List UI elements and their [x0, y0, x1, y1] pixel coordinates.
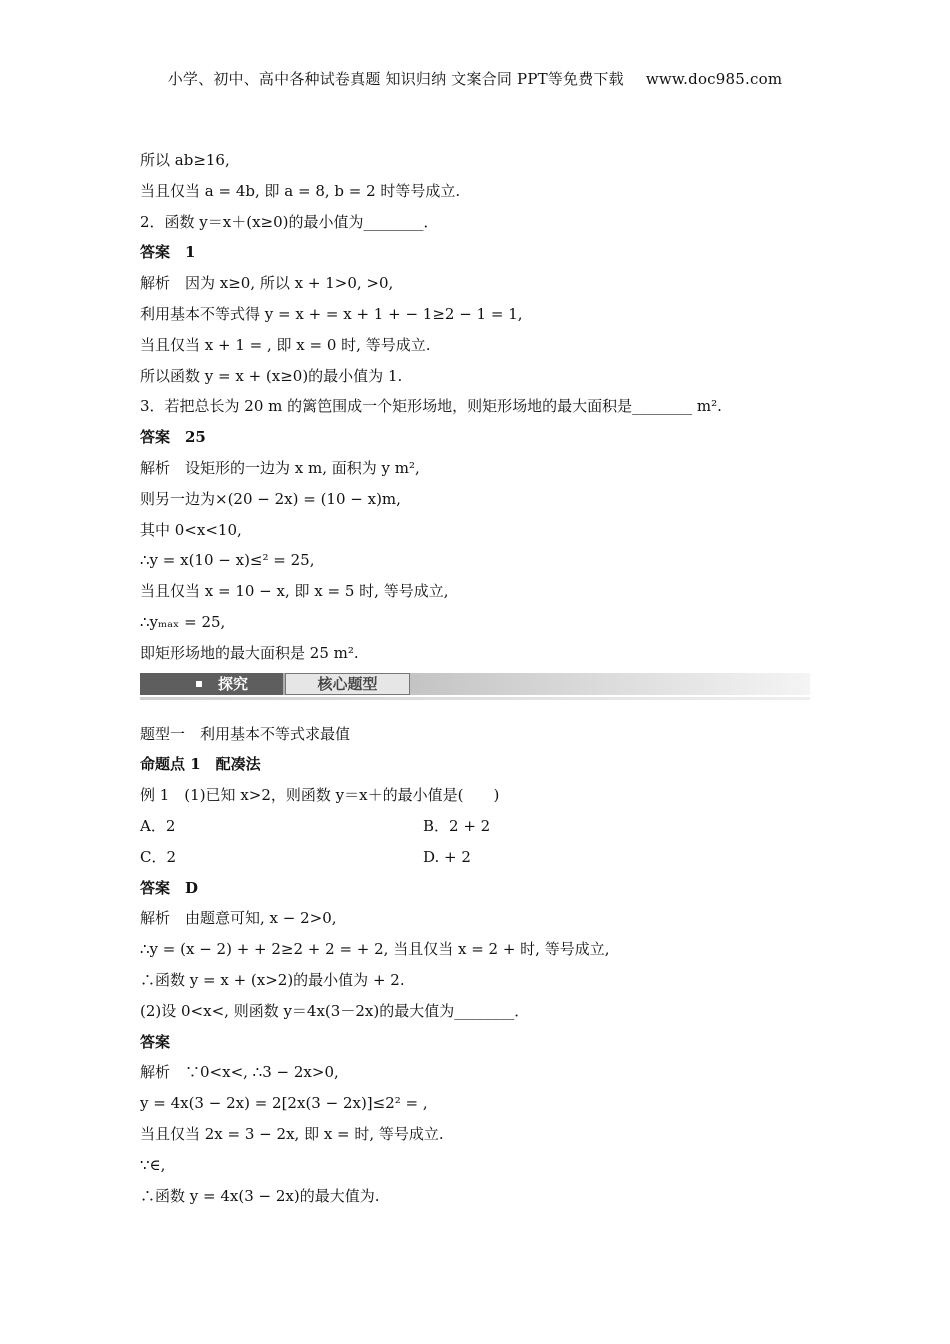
- section-tag-core: 核心题型: [285, 673, 410, 695]
- section-banner: [140, 671, 810, 711]
- answer-line: 答案: [140, 1032, 171, 1051]
- text-line: ∴y = (x − 2) + + 2≥2 + 2 = + 2, 当且仅当 x = 2 + 时, 等号成立,: [140, 940, 610, 959]
- analysis-line: 解析 因为 x≥0, 所以 x + 1>0, >0,: [140, 274, 394, 293]
- text-line: 当且仅当 2x = 3 − 2x, 即 x = 时, 等号成立.: [140, 1124, 444, 1143]
- answer-line: 答案 25: [140, 428, 206, 447]
- text-line: 则另一边为×(20 − 2x) = (10 − x)m,: [140, 489, 401, 508]
- text-line: 其中 0<x<10,: [140, 520, 242, 539]
- text-line: 当且仅当 a = 4b, 即 a = 8, b = 2 时等号成立.: [140, 181, 461, 200]
- text-line: ∴y = x(10 − x)≤² = 25,: [140, 551, 315, 570]
- text-line: 所以函数 y = x + (x≥0)的最小值为 1.: [140, 366, 403, 385]
- text-line: y = 4x(3 − 2x) = 2[2x(3 − 2x)]≤2² = ,: [140, 1094, 428, 1113]
- option-d: D. + 2: [423, 847, 471, 866]
- topic-heading: 题型一 利用基本不等式求最值: [140, 724, 351, 743]
- text-line: 利用基本不等式得 y = x + = x + 1 + − 1≥2 − 1 = 1,: [140, 304, 523, 323]
- option-c: C．2: [140, 847, 177, 866]
- question-line: (2)设 0<x<, 则函数 y＝4x(3－2x)的最大值为________．: [140, 1001, 530, 1020]
- text-line: ∴yₘₐₓ = 25,: [140, 612, 226, 631]
- option-a: A．2: [140, 816, 176, 835]
- square-bullet-icon: [196, 681, 202, 687]
- question-line: 2．函数 y＝x＋(x≥0)的最小值为________．: [140, 212, 439, 231]
- section-tag-explore: [140, 673, 283, 695]
- options-row: [140, 842, 810, 873]
- document-body: [140, 145, 810, 1211]
- text-line: 即矩形场地的最大面积是 25 m².: [140, 643, 359, 662]
- subtopic-heading: 命题点 1 配凑法: [140, 755, 261, 774]
- text-line: 当且仅当 x = 10 − x, 即 x = 5 时, 等号成立,: [140, 582, 449, 601]
- banner-underline: [140, 697, 810, 700]
- text-line: ∴函数 y = x + (x>2)的最小值为 + 2.: [140, 970, 405, 989]
- header-site: www.doc985.com: [645, 70, 783, 88]
- analysis-line: 解析 设矩形的一边为 x m, 面积为 y m²,: [140, 458, 420, 477]
- options-row: [140, 811, 810, 842]
- analysis-line: 解析 由题意可知, x − 2>0,: [140, 909, 337, 928]
- header-text: 小学、初中、高中各种试卷真题 知识归纳 文案合同 PPT等免费下载: [167, 70, 624, 88]
- analysis-line: 解析 ∵0<x<, ∴3 − 2x>0,: [140, 1063, 339, 1082]
- text-line: 所以 ab≥16,: [140, 151, 230, 169]
- text-line: 当且仅当 x + 1 = , 即 x = 0 时, 等号成立.: [140, 335, 431, 354]
- example-question: 例 1 (1)已知 x>2，则函数 y＝x＋的最小值是( ): [140, 786, 500, 805]
- text-line: ∵∈,: [140, 1155, 166, 1174]
- answer-line: 答案 1: [140, 243, 196, 262]
- question-line: 3．若把总长为 20 m 的篱笆围成一个矩形场地，则矩形场地的最大面积是________ m².: [140, 397, 722, 416]
- page-header: [0, 68, 950, 89]
- text-line: ∴函数 y = 4x(3 − 2x)的最大值为.: [140, 1186, 380, 1205]
- section-tag-explore-label: 探究: [218, 674, 249, 693]
- option-b: B．2 + 2: [423, 816, 491, 835]
- answer-line: 答案 D: [140, 878, 199, 897]
